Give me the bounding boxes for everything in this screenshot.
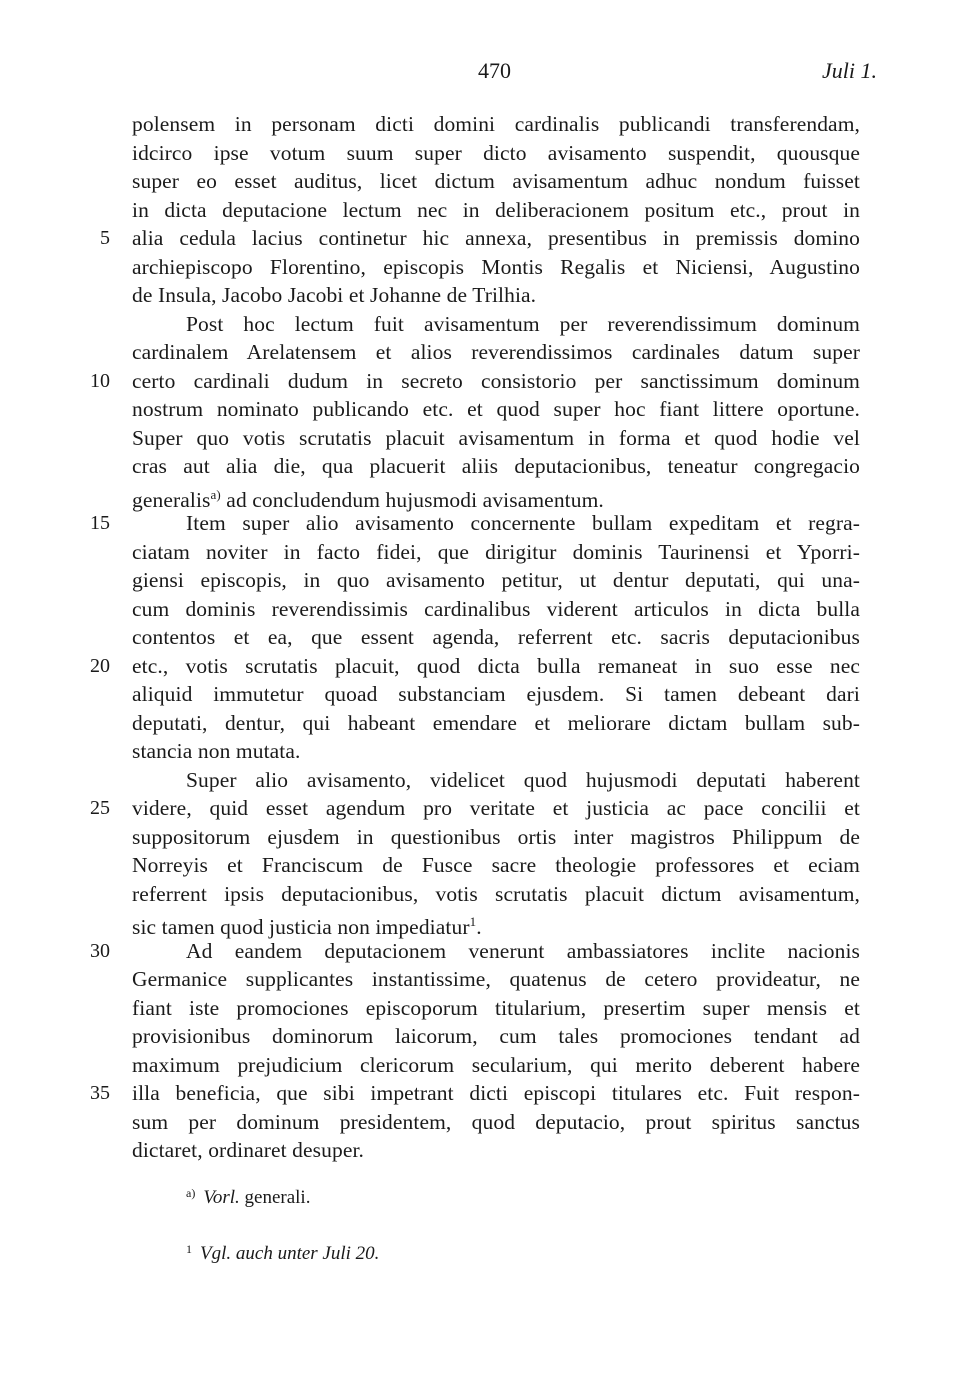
text-line xyxy=(0,167,960,196)
line-text xyxy=(132,253,860,281)
text-line xyxy=(0,452,960,481)
text-line xyxy=(0,1079,960,1108)
line-text xyxy=(132,367,860,395)
text-line xyxy=(0,139,960,168)
line-text-main: dictaret, ordinaret desuper. xyxy=(132,1138,365,1162)
text-line xyxy=(0,595,960,624)
line-text xyxy=(186,937,860,965)
line-text xyxy=(132,823,860,851)
footnote-mark: 1 xyxy=(186,1242,192,1256)
text-line xyxy=(0,937,960,966)
footnote xyxy=(186,1242,379,1265)
line-text-main: contentos et ea, que essent agenda, referrent etc. sacris deputacionibus xyxy=(132,625,860,649)
line-text-main: sum per dominum presidentem, quod deputacio, prout spiritus sanctus xyxy=(132,1109,860,1134)
line-number: 20 xyxy=(90,654,110,677)
line-text xyxy=(132,566,860,594)
line-text-main: Ad eandem deputacionem venerunt ambassiatores inclite nacionis xyxy=(186,938,860,963)
line-text-main: giensi episcopis, in quo avisamento petitur, ut dentur deputati, qui una- xyxy=(132,568,860,592)
line-text xyxy=(132,395,860,423)
line-number: 25 xyxy=(90,797,110,819)
line-text xyxy=(132,965,860,993)
line-text xyxy=(186,310,860,338)
line-text-rest: ad concludendum hujusmodi avisamentum. xyxy=(220,487,604,512)
line-text xyxy=(132,595,860,623)
line-text xyxy=(132,424,860,452)
text-line xyxy=(0,1022,960,1051)
text-line xyxy=(0,253,960,282)
line-text-main: cras aut alia die, qua placuerit aliis deputacionibus, teneatur congregacio xyxy=(132,454,860,478)
text-line xyxy=(0,1136,960,1165)
line-text xyxy=(186,509,860,537)
line-text-main: super eo esset auditus, licet dictum avisamentum adhuc nondum fuisset xyxy=(132,169,860,193)
footnote-reference: a) xyxy=(210,486,221,502)
text-line xyxy=(0,737,960,766)
line-text-main: sic tamen quod justicia non impediatur xyxy=(132,915,470,940)
line-text xyxy=(132,709,860,737)
body-text xyxy=(0,110,960,1165)
line-text-main: Germanice supplicantes instantissime, quatenus de cetero provideatur, ne xyxy=(132,967,860,991)
text-line xyxy=(0,224,960,253)
line-text xyxy=(132,196,860,224)
text-line xyxy=(0,367,960,396)
page-header xyxy=(0,58,960,92)
line-text-main: Super alio avisamento, videlicet quod hujusmodi deputati haberent xyxy=(186,767,860,792)
line-text-main: generalis xyxy=(132,487,211,512)
line-number: 5 xyxy=(100,227,110,249)
text-line xyxy=(0,110,960,139)
line-text-main: Super quo votis scrutatis placuit avisamentum in forma et quod hodie vel xyxy=(132,425,860,450)
text-line xyxy=(0,395,960,424)
line-text-main: stancia non mutata. xyxy=(132,739,301,763)
footnote-italic-text: Vgl. auch unter Juli 20. xyxy=(200,1243,380,1264)
line-text-main: suppositorum ejusdem in questionibus ortis inter magistros Philippum de xyxy=(132,824,860,849)
line-text xyxy=(132,623,860,651)
line-number: 15 xyxy=(90,512,110,534)
line-text xyxy=(132,281,536,309)
line-text-main: aliquid immutetur quoad substanciam ejusdem. Si tamen debeant dari xyxy=(132,682,860,706)
line-text-main: Item super alio avisamento concernente bullam expeditam et regra- xyxy=(186,511,860,535)
line-text-main: fiant iste promociones episcoporum titularium, presertim super mensis et xyxy=(132,995,860,1020)
text-line xyxy=(0,509,960,538)
line-text-main: Norreyis et Franciscum de Fusce sacre theologie professores et eciam xyxy=(132,853,860,877)
text-line xyxy=(0,538,960,567)
text-line xyxy=(0,965,960,994)
line-text-main: videre, quid esset agendum pro veritate et justicia ac pace concilii et xyxy=(132,796,860,820)
line-text xyxy=(132,139,860,167)
text-line xyxy=(0,481,960,510)
line-text xyxy=(132,737,300,765)
text-line xyxy=(0,794,960,823)
text-line xyxy=(0,680,960,709)
text-line xyxy=(0,994,960,1023)
text-line xyxy=(0,823,960,852)
line-text xyxy=(132,1022,860,1050)
line-text xyxy=(132,994,860,1022)
line-text-main: ciatam noviter in facto fidei, que dirigitur dominis Taurinensi et Yporri- xyxy=(132,539,860,564)
line-text xyxy=(186,766,860,794)
line-text xyxy=(132,1079,860,1107)
text-line xyxy=(0,1108,960,1137)
footnote-italic-text: Vorl. xyxy=(203,1187,240,1208)
text-line xyxy=(0,851,960,880)
line-text xyxy=(132,1051,860,1079)
text-line xyxy=(0,766,960,795)
line-text xyxy=(132,1108,860,1136)
line-text-main: idcirco ipse votum suum super dicto avisamento suspendit, quousque xyxy=(132,140,860,165)
line-text xyxy=(132,851,860,879)
line-text-main: maximum prejudicium clericorum secularium, qui merito deberent habere xyxy=(132,1052,860,1077)
line-text xyxy=(132,224,860,252)
line-text-main: de Insula, Jacobo Jacobi et Johanne de Trilhia. xyxy=(132,283,537,307)
footnote-mark: a) xyxy=(186,1186,196,1200)
line-text-main: cardinalem Arelatensem et alios reverendissimos cardinales datum super xyxy=(132,340,860,364)
line-text xyxy=(132,652,860,680)
line-text-main: polensem in personam dicti domini cardinalis publicandi transferendam, xyxy=(132,112,860,136)
line-text xyxy=(132,880,860,908)
line-text-main: referrent ipsis deputacionibus, votis scrutatis placuit dictum avisamentum, xyxy=(132,881,860,906)
line-text xyxy=(132,680,860,708)
line-text xyxy=(132,110,860,138)
text-line xyxy=(0,1051,960,1080)
line-text-main: provisionibus dominorum laicorum, cum tales promociones tendant ad xyxy=(132,1024,860,1048)
page-number: 470 xyxy=(478,58,511,83)
text-line xyxy=(0,880,960,909)
running-head: Juli 1. xyxy=(822,58,877,83)
line-text-main: Post hoc lectum fuit avisamentum per reverendissimum dominum xyxy=(186,311,860,336)
line-text xyxy=(132,338,860,366)
footnote-reference: 1 xyxy=(469,914,477,929)
line-text-rest: . xyxy=(476,915,482,940)
line-text-main: illa beneficia, que sibi impetrant dicti episcopi titulares etc. Fuit respon- xyxy=(132,1081,860,1105)
line-text xyxy=(132,452,860,480)
line-number: 10 xyxy=(90,369,110,392)
line-text-main: archiepiscopo Florentino, episcopis Montis Regalis et Niciensi, Augustino xyxy=(132,254,860,279)
footnote-text: generali. xyxy=(239,1187,311,1208)
text-line xyxy=(0,908,960,940)
text-line xyxy=(0,566,960,595)
line-text-main: deputati, dentur, qui habeant emendare et meliorare dictam bullam sub- xyxy=(132,710,860,735)
text-line xyxy=(0,310,960,339)
line-text-main: nostrum nominato publicando etc. et quod super hoc fiant littere oportune. xyxy=(132,397,860,421)
text-line xyxy=(0,424,960,453)
line-text-main: in dicta deputacione lectum nec in deliberacionem positum etc., prout in xyxy=(132,197,860,222)
line-text xyxy=(132,1136,364,1164)
line-number: 35 xyxy=(90,1082,110,1104)
text-line xyxy=(0,652,960,681)
text-line xyxy=(0,338,960,367)
footnote xyxy=(186,1186,310,1209)
text-line xyxy=(0,196,960,225)
text-line xyxy=(0,281,960,310)
line-text xyxy=(132,538,860,566)
text-line xyxy=(0,623,960,652)
line-number: 30 xyxy=(90,939,110,962)
line-text xyxy=(132,167,860,195)
text-line xyxy=(0,709,960,738)
line-text-main: alia cedula lacius continetur hic annexa, presentibus in premissis domino xyxy=(132,226,860,250)
line-text-main: cum dominis reverendissimis cardinalibus viderent articulos in dicta bulla xyxy=(132,596,860,621)
line-text xyxy=(132,794,860,822)
line-text-main: etc., votis scrutatis placuit, quod dicta bulla remaneat in suo esse nec xyxy=(132,653,860,678)
line-text-main: certo cardinali dudum in secreto consistorio per sanctissimum dominum xyxy=(132,368,860,393)
